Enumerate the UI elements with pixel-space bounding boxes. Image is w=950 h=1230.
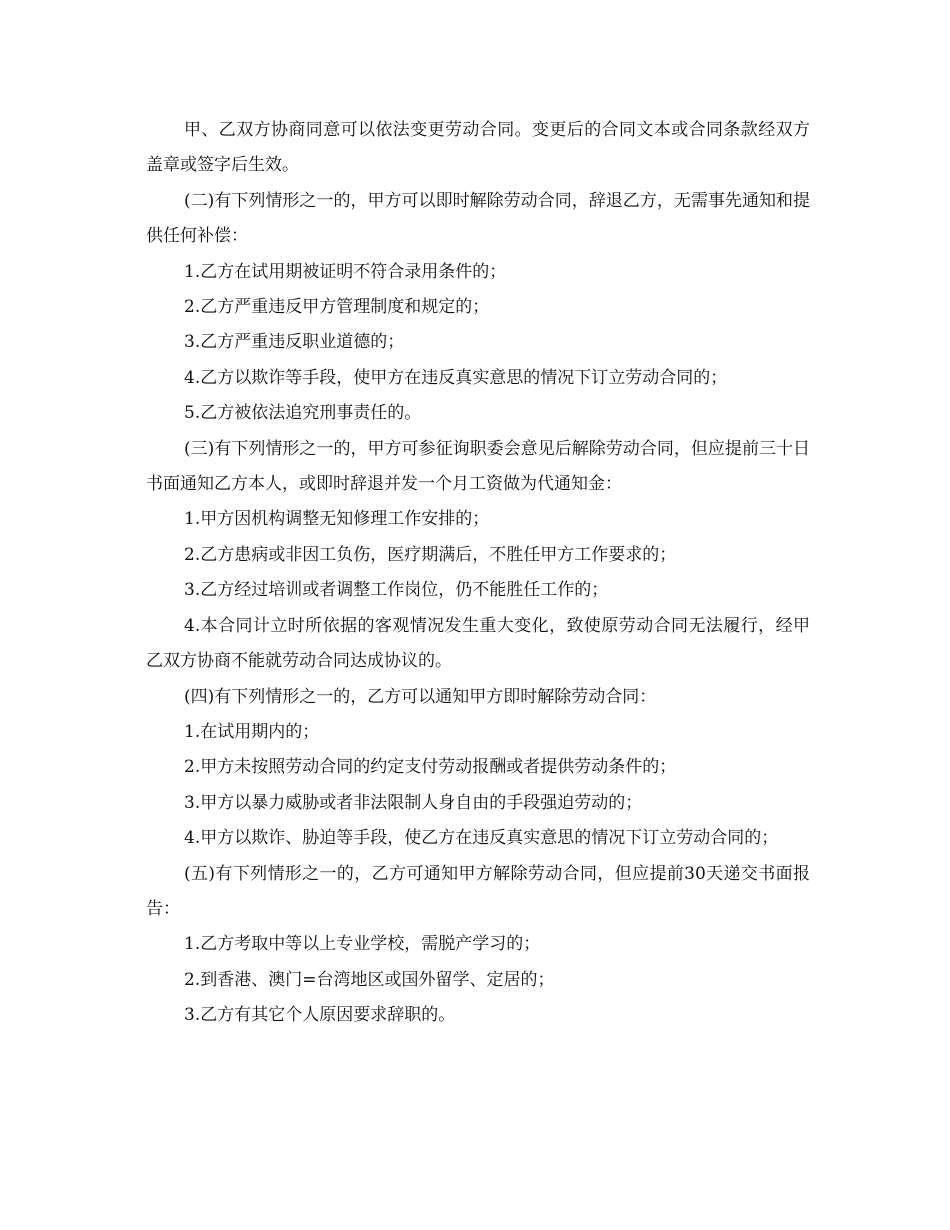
section-3-item-1: 1.甲方因机构调整无知修理工作安排的； [184,509,490,530]
section-3-item-4: 4.本合同计立时所依据的客观情况发生重大变化，致使原劳动合同无法履行，经甲乙双方协商不能就劳动合同达成协议的。 [146,615,810,672]
section-2-item-4: 4.乙方以欺诈等手段，使甲方在违反真实意思的情况下订立劳动合同的； [184,367,728,388]
section-2-item-5: 5.乙方被依法追究刑事责任的。 [184,403,422,424]
section-3-item-2: 2.乙方患病或非因工负伤，医疗期满后，不胜任甲方工作要求的； [184,544,677,565]
section-3-item-3: 3.乙方经过培训或者调整工作岗位，仍不能胜任工作的； [184,580,609,601]
section-2-heading: (二)有下列情形之一的，甲方可以即时解除劳动合同，辞退乙方，无需事先通知和提供任何补偿： [146,190,810,247]
section-2-item-1: 1.乙方在试用期被证明不符合录用条件的； [184,261,507,282]
paragraph-amendment: 甲、乙双方协商同意可以依法变更劳动合同。变更后的合同文本或合同条款经双方盖章或签字后生效。 [146,120,810,176]
section-4-item-4: 4.甲方以欺诈、胁迫等手段，使乙方在违反真实意思的情况下订立劳动合同的； [184,828,779,849]
section-4-heading: (四)有下列情形之一的，乙方可以通知甲方即时解除劳动合同： [184,686,657,707]
section-5-item-2: 2.到香港、澳门=台湾地区或国外留学、定居的； [184,969,555,990]
document-body [146,113,810,1034]
section-5-item-1: 1.乙方考取中等以上专业学校，需脱产学习的； [184,934,541,955]
section-2-item-3: 3.乙方严重违反职业道德的； [184,332,405,353]
section-4-item-1: 1.在试用期内的； [184,721,320,742]
section-5-heading: (五)有下列情形之一的，乙方可通知甲方解除劳动合同，但应提前30天递交书面报告： [146,863,810,919]
section-3-heading: (三)有下列情形之一的，甲方可参征询职委会意见后解除劳动合同，但应提前三十日书面通知乙方本人，或即时辞退并发一个月工资做为代通知金： [146,438,810,495]
section-2-item-2: 2.乙方严重违反甲方管理制度和规定的； [184,297,490,318]
section-4-item-3: 3.甲方以暴力威胁或者非法限制人身自由的手段强迫劳动的； [184,792,643,813]
section-5-item-3: 3.乙方有其它个人原因要求辞职的。 [184,1005,456,1026]
section-4-item-2: 2.甲方未按照劳动合同的约定支付劳动报酬或者提供劳动条件的； [184,757,677,778]
